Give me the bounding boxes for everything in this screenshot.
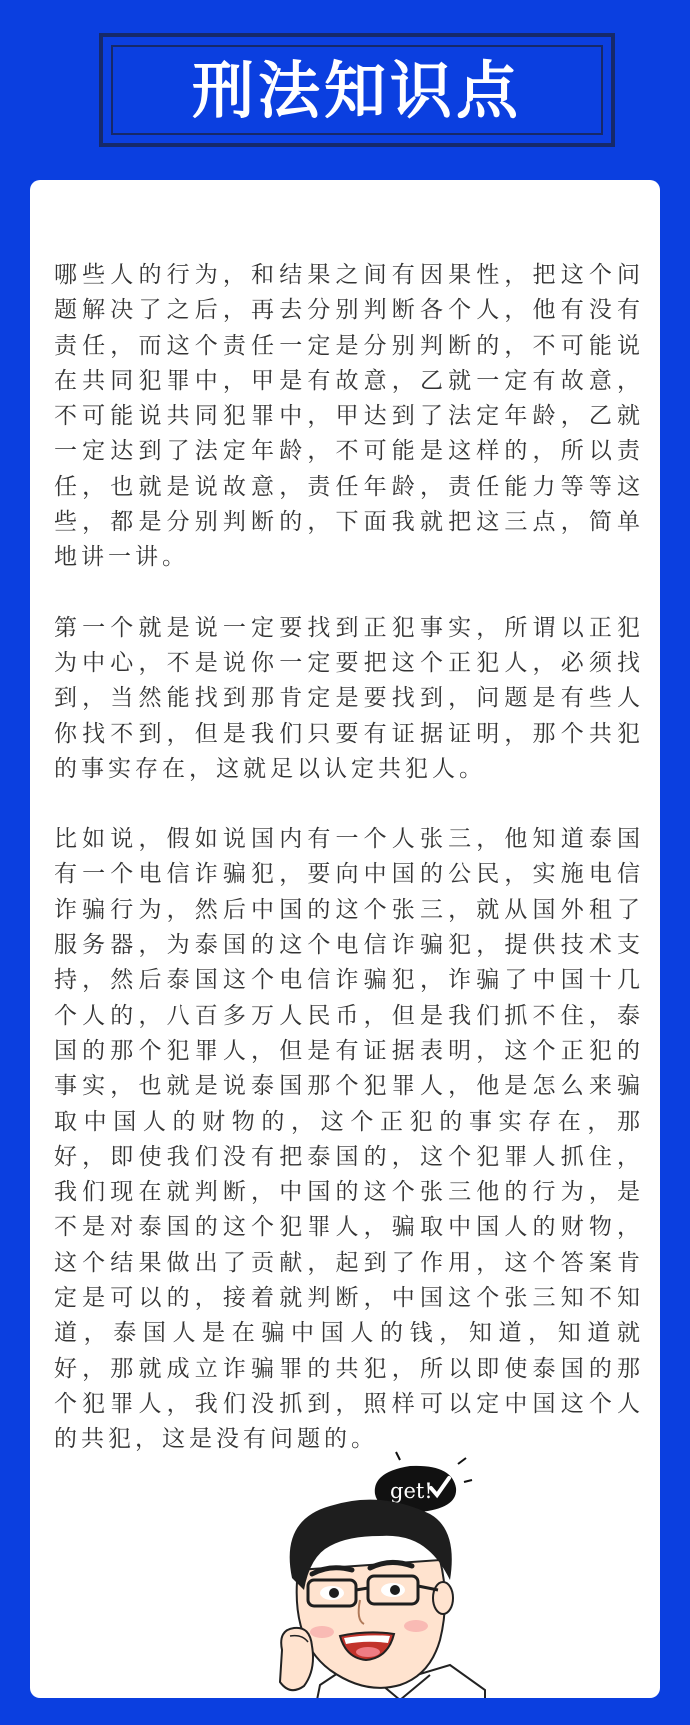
article-body: [54, 258, 644, 1493]
page-title: 刑法知识点: [191, 54, 522, 127]
paragraph-2: 第一个就是说一定要找到正犯事实，所谓以正犯为中心，不是说你一定要把这个正犯人，必须找到，当然能找到那肯定是要找到，问题是有些人你找不到，但是我们只要有证据证明，那个共犯的事实存在，这就足以认定共犯人。: [54, 614, 644, 782]
speech-bubble-text: get!: [390, 1479, 433, 1503]
title-inner-frame: [111, 45, 603, 135]
title-frame: [99, 33, 615, 147]
paragraph-1: 哪些人的行为，和结果之间有因果性，把这个问题解决了之后，再去分别判断各个人，他有没有责任，而这个责任一定是分别判断的，不可能说在共同犯罪中，甲是有故意，乙就一定有故意，不可能说共同犯罪中，甲达到了法定年龄，乙就一定达到了法定年龄，不可能是这样的，所以责任，也就是说故意，责任年龄，责任能力等等这些，都是分别判断的，下面我就把这三点，简单地讲一讲。: [54, 262, 644, 571]
paragraph-3: 比如说，假如说国内有一个人张三，他知道泰国有一个电信诈骗犯，要向中国的公民，实施电信诈骗行为，然后中国的这个张三，就从国外租了服务器，为泰国的这个电信诈骗犯，提供技术支持，然后泰国这个电信诈骗犯，诈骗了中国十几个人的，八百多万人民币，但是我们抓不住，泰国的那个犯罪人，但是有证据表明，这个正犯的事实，也就是说泰国那个犯罪人，他是怎么来骗取中国人的财物的，这个正犯的事实存在，那好，即使我们没有把泰国的，这个犯罪人抓住，我们现在就判断，中国的这个张三他的行为，是不是对泰国的这个犯罪人，骗取中国人的财物，这个结果做出了贡献，起到了作用，这个答案肯定是可以的，接着就判断，中国这个张三知不知道，泰国人是在骗中国人的钱，知道，知道就好，那就成立诈骗罪的共犯，所以即使泰国的那个犯罪人，我们没抓到，照样可以定中国这个人的共犯，这是没有问题的。: [54, 826, 644, 1453]
cartoon-man-illustration: [260, 1450, 550, 1698]
article-card: [30, 180, 660, 1698]
